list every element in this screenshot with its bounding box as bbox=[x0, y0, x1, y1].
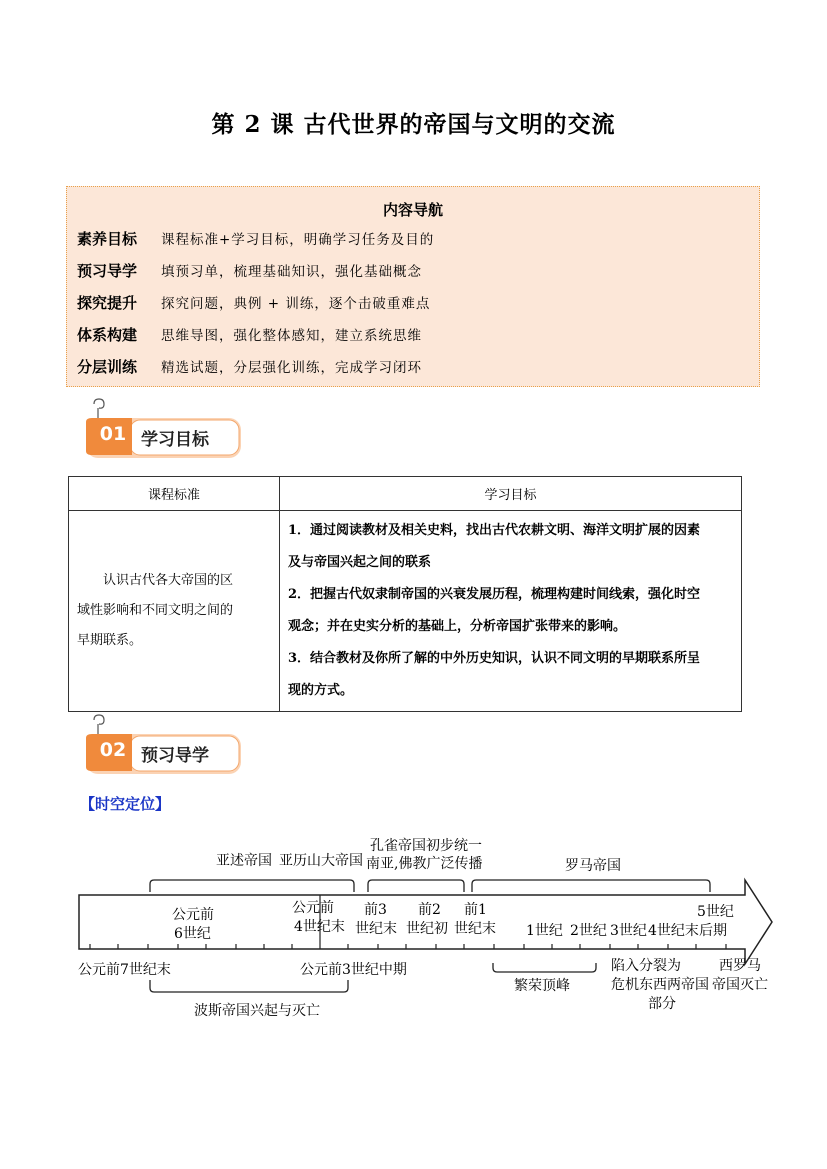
table-header-goals: 学习目标 bbox=[280, 477, 742, 511]
point-label: 6世纪 bbox=[174, 926, 211, 942]
point-label: 3世纪 bbox=[610, 923, 647, 939]
nav-row-key: 预习导学 bbox=[77, 261, 138, 280]
table-header-standard: 课程标准 bbox=[69, 477, 280, 511]
below-label: 危机东西两帝国 bbox=[611, 977, 709, 993]
goal-line: 1．通过阅读教材及相关史料，找出古代农耕文明、海洋文明扩展的因素 bbox=[288, 523, 701, 538]
nav-row-value: 思维导图，强化整体感知，建立系统思维 bbox=[161, 328, 422, 344]
nav-row-value: 课程标准+学习目标，明确学习任务及目的 bbox=[161, 232, 435, 248]
below-label: 帝国灭亡 bbox=[712, 977, 768, 993]
point-label: 1世纪 bbox=[526, 923, 563, 939]
nav-row-value: 探究问题，典例 + 训练，逐个击破重难点 bbox=[161, 296, 431, 312]
label-assyria: 亚述帝国 bbox=[216, 853, 272, 869]
point-label: 前3 bbox=[364, 902, 387, 918]
goal-line: 观念；并在史实分析的基础上，分析帝国扩张带来的影响。 bbox=[288, 619, 627, 634]
badge-label: 学习目标 bbox=[141, 430, 209, 450]
nav-row-key: 分层训练 bbox=[77, 357, 138, 376]
point-label: 公元前 bbox=[292, 900, 334, 916]
nav-row-value: 填预习单，梳理基础知识，强化基础概念 bbox=[161, 264, 422, 280]
below-label: 公元前7世纪末 bbox=[78, 962, 171, 978]
standard-line: 域性影响和不同文明之间的 bbox=[77, 603, 234, 618]
page-title: 第 2 课 古代世界的帝国与文明的交流 bbox=[211, 111, 616, 138]
nav-row-key: 素养目标 bbox=[77, 229, 138, 248]
badge-number: 01 bbox=[99, 423, 127, 445]
goal-line: 3．结合教材及你所了解的中外历史知识，认识不同文明的早期联系所呈 bbox=[288, 651, 701, 666]
goal-line: 及与帝国兴起之间的联系 bbox=[288, 555, 432, 570]
bracket-prosperity bbox=[493, 963, 596, 972]
point-label: 后期 bbox=[699, 923, 727, 939]
point-label: 5世纪 bbox=[697, 904, 734, 920]
bracket-persia bbox=[150, 980, 348, 992]
goal-line: 2．把握古代奴隶制帝国的兴衰发展历程，梳理构建时间线索，强化时空 bbox=[288, 587, 701, 602]
point-label: 世纪初 bbox=[406, 921, 448, 937]
bracket-maurya bbox=[368, 880, 464, 892]
point-label: 前2 bbox=[418, 902, 441, 918]
bottom-bracket-label: 波斯帝国兴起与灭亡 bbox=[194, 1003, 320, 1019]
below-label: 公元前3世纪中期 bbox=[300, 962, 407, 978]
bracket-assyria-alexander bbox=[150, 880, 354, 892]
standard-line: 早期联系。 bbox=[77, 633, 143, 648]
point-label: 4世纪末 bbox=[648, 923, 699, 939]
goal-line: 现的方式。 bbox=[288, 683, 354, 698]
below-label: 繁荣顶峰 bbox=[514, 978, 570, 994]
badge-label: 预习导学 bbox=[141, 746, 209, 766]
label-rome: 罗马帝国 bbox=[565, 858, 621, 874]
point-label: 世纪末 bbox=[355, 921, 397, 937]
below-label: 部分 bbox=[648, 996, 676, 1012]
point-label: 公元前 bbox=[172, 907, 214, 923]
label-alexander: 亚历山大帝国 bbox=[279, 853, 363, 869]
label-maurya-2: 南亚,佛教广泛传播 bbox=[366, 856, 483, 872]
point-label: 2世纪 bbox=[570, 923, 607, 939]
below-label: 陷入分裂为 bbox=[611, 958, 681, 974]
point-label: 前1 bbox=[464, 902, 487, 918]
section-title: 【时空定位】 bbox=[80, 795, 171, 813]
label-maurya-1: 孔雀帝国初步统一 bbox=[370, 838, 482, 854]
below-label: 西罗马 bbox=[719, 958, 761, 974]
nav-row-key: 体系构建 bbox=[77, 325, 138, 344]
nav-row-value: 精选试题，分层强化训练，完成学习闭环 bbox=[161, 360, 422, 376]
standard-line: 认识古代各大帝国的区 bbox=[103, 573, 234, 588]
nav-row-key: 探究提升 bbox=[77, 293, 138, 312]
nav-heading: 内容导航 bbox=[382, 201, 443, 219]
point-label: 4世纪末 bbox=[294, 919, 345, 935]
badge-number: 02 bbox=[99, 739, 127, 761]
bracket-rome bbox=[472, 880, 710, 892]
point-label: 世纪末 bbox=[454, 921, 496, 937]
